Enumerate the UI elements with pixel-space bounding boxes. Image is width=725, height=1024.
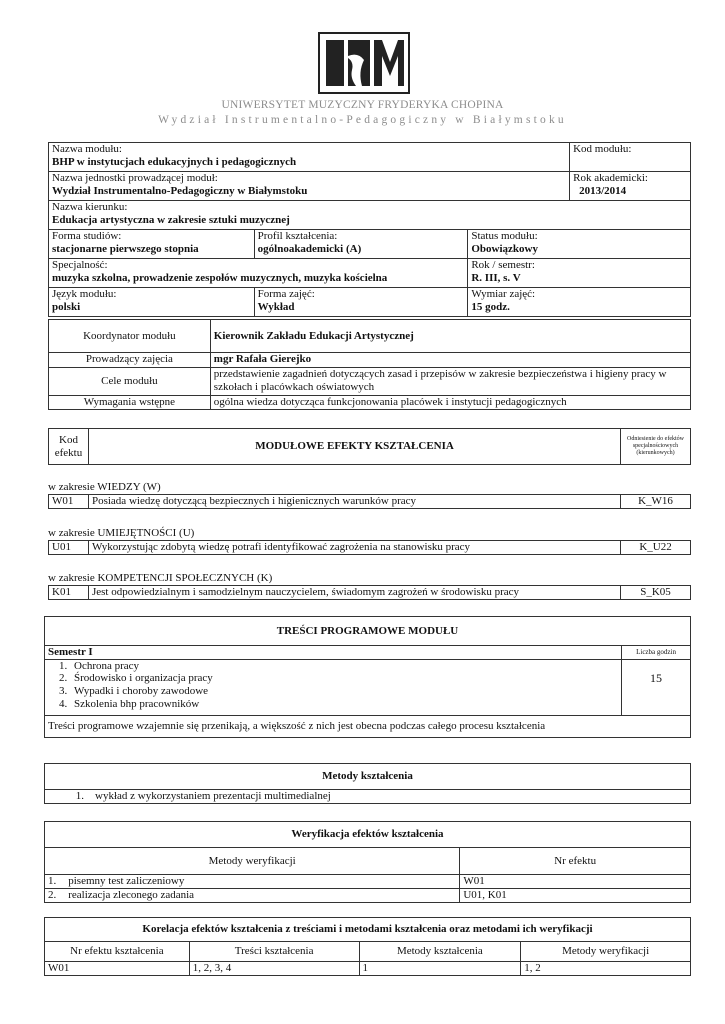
field-cell: Nazwa kierunku: Edukacja artystyczna w zakresie sztuki muzycznej (49, 201, 691, 230)
module-code-cell: Kod modułu: (570, 143, 691, 172)
correlation-contents-header: Treści kształcenia (189, 942, 359, 962)
hours-cell: Wymiar zajęć: 15 godz. (468, 288, 691, 317)
correlation-title: Korelacja efektów kształcenia z treściami i metodami kształcenia oraz metodami ich weryfikacji (45, 918, 691, 942)
method-number: 1. (45, 790, 88, 804)
knowledge-table (48, 494, 691, 509)
effect-code: K01 (49, 586, 89, 600)
correlation-effect: W01 (45, 962, 190, 976)
effect-text: Posiada wiedzę dotyczącą bezpiecznych i higienicznych warunków pracy (88, 495, 620, 509)
list-item: 3. Wypadki i choroby zawodowe (70, 685, 618, 698)
program-list (48, 660, 618, 711)
module-details-table (48, 319, 691, 410)
effects-reference-header: Odniesienie do efektów specjalnościowych (kierunkowych) (621, 429, 691, 465)
goals-value: przedstawienie zagadnień dotyczących zasad i przepisów w zakresie bezpieczeństwa i higieny pracy w szkołach i placówkach oświatowych (210, 368, 690, 396)
effect-code: W01 (49, 495, 89, 509)
module-name-cell: Nazwa modułu: BHP w instytucjach edukacyjnych i pedagogicznych (49, 143, 570, 172)
program-list-cell (45, 659, 622, 715)
list-item: 1. Ochrona pracy (70, 660, 618, 673)
skills-heading: w zakresie UMIEJĘTNOŚCI (U) (48, 527, 195, 539)
coordinator-value: Kierownik Zakładu Edukacji Artystycznej (210, 320, 690, 353)
prereq-label: Wymagania wstępne (49, 396, 211, 410)
hours-count-label: Liczba godzin (622, 646, 691, 660)
effect-text: Jest odpowiedzialnym i samodzielnym nauczycielem, świadomym zagrożeń w środowisku pracy (88, 586, 620, 600)
competences-heading: w zakresie KOMPETENCJI SPOŁECZNYCH (K) (48, 572, 273, 584)
class-form-cell: Forma zajęć: Wykład (254, 288, 468, 317)
methods-table (44, 763, 691, 804)
program-note: Treści programowe wzajemnie się przenikają, a większość z nich jest obecna podczas całego procesu kształcenia (45, 715, 691, 737)
study-form-cell: Forma studiów: stacjonarne pierwszego stopnia (49, 230, 255, 259)
semester-label: Semestr I (45, 646, 622, 660)
correlation-verification: 1, 2 (521, 962, 691, 976)
effect-text: Wykorzystując zdobytą wiedzę potrafi identyfikować zagrożenia na stanowisku pracy (88, 541, 620, 555)
university-name: UNIWERSYTET MUZYCZNY FRYDERYKA CHOPINA (221, 99, 504, 111)
effect-reference: K_U22 (621, 541, 691, 555)
verification-effect: U01, K01 (460, 889, 691, 903)
effect-reference: K_W16 (621, 495, 691, 509)
effects-header-table (48, 428, 691, 465)
verification-table (44, 821, 691, 903)
competences-table (48, 585, 691, 600)
correlation-table (44, 917, 691, 976)
list-item: 2. Środowisko i organizacja pracy (70, 672, 618, 685)
department-name: Wydział Instrumentalno-Pedagogiczny w Białymstoku (158, 114, 567, 126)
effect-code: U01 (49, 541, 89, 555)
academic-year-cell: Rok akademicki: 2013/2014 (570, 172, 691, 201)
program-title: TREŚCI PROGRAMOWE MODUŁU (45, 617, 691, 646)
prereq-value: ogólna wiedza dotycząca funkcjonowania placówek i instytucji pedagogicznych (210, 396, 690, 410)
correlation-verification-header: Metody weryfikacji (521, 942, 691, 962)
knowledge-heading: w zakresie WIEDZY (W) (48, 481, 161, 493)
skills-table (48, 540, 691, 555)
hours-count: 15 (622, 659, 691, 715)
verification-title: Weryfikacja efektów kształcenia (45, 822, 691, 848)
correlation-methods-header: Metody kształcenia (359, 942, 521, 962)
effect-code-header: Kod efektu (49, 429, 89, 465)
year-semester-cell: Rok / semestr: R. III, s. V (468, 259, 691, 288)
unit-cell: Nazwa jednostki prowadzącej moduł: Wydział Instrumentalno-Pedagogiczny w Białymstoku (49, 172, 570, 201)
verification-effect: W01 (460, 875, 691, 889)
effect-reference: S_K05 (621, 586, 691, 600)
teacher-value: mgr Rafała Gierejko (210, 353, 690, 368)
verification-method: 2. realizacja zleconego zadania (45, 889, 460, 903)
verification-method: 1. pisemny test zaliczeniowy (45, 875, 460, 889)
correlation-methods: 1 (359, 962, 521, 976)
module-info-table (48, 142, 691, 317)
status-cell: Status modułu: Obowiązkowy (468, 230, 691, 259)
list-item: 4. Szkolenia bhp pracowników (70, 698, 618, 711)
specialty-cell: Specjalność: muzyka szkolna, prowadzenie zespołów muzycznych, muzyka kościelna (49, 259, 468, 288)
language-cell: Język modułu: polski (49, 288, 255, 317)
correlation-contents: 1, 2, 3, 4 (189, 962, 359, 976)
program-table (44, 616, 691, 738)
university-logo (318, 32, 410, 94)
goals-label: Cele modułu (49, 368, 211, 396)
coordinator-label: Koordynator modułu (49, 320, 211, 353)
effects-title: MODUŁOWE EFEKTY KSZTAŁCENIA (88, 429, 620, 465)
methods-title: Metody kształcenia (45, 764, 691, 790)
teacher-label: Prowadzący zajęcia (49, 353, 211, 368)
profile-cell: Profil kształcenia: ogólnoakademicki (A) (254, 230, 468, 259)
correlation-effect-header: Nr efektu kształcenia (45, 942, 190, 962)
verification-methods-header: Metody weryfikacji (45, 848, 460, 875)
verification-effect-header: Nr efektu (460, 848, 691, 875)
method-text: wykład z wykorzystaniem prezentacji multimedialnej (87, 790, 691, 804)
